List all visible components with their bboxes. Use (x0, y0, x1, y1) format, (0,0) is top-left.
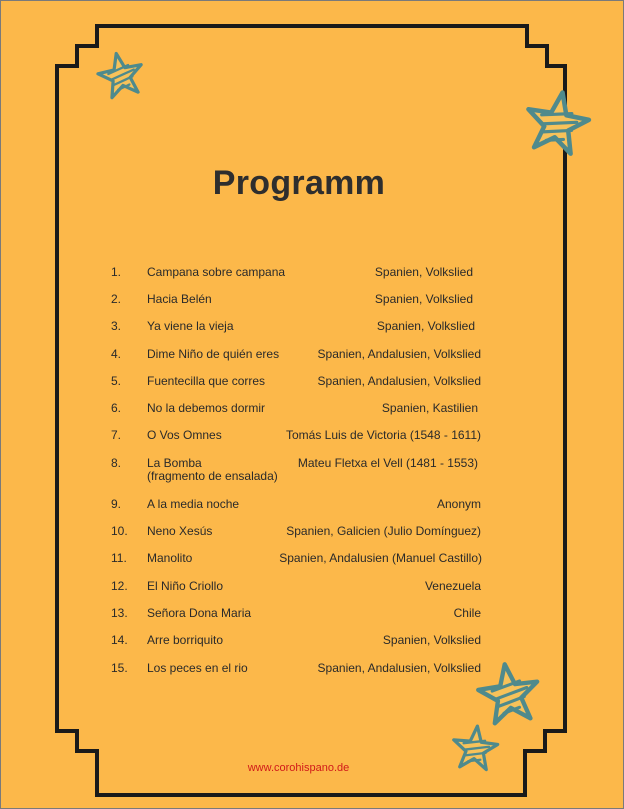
item-number: 7. (111, 428, 122, 442)
item-number: 8. (111, 456, 122, 470)
item-number: 15. (111, 661, 128, 675)
item-number: 3. (111, 319, 122, 333)
piece-title: Señora Dona Maria (147, 606, 252, 620)
page-title: Programm (212, 164, 386, 202)
item-number: 5. (111, 374, 122, 388)
star-icon (522, 87, 593, 156)
item-number: 14. (111, 633, 128, 647)
piece-title: Los peces en el rio (147, 661, 248, 675)
piece-title: No la debemos dormir (147, 401, 266, 415)
piece-title: Manolito (147, 551, 193, 565)
piece-title-main: La Bomba (147, 456, 202, 470)
piece-title: Fuentecilla que corres (147, 374, 266, 388)
star-icon (475, 660, 542, 725)
item-number: 9. (111, 497, 122, 511)
piece-origin: Spanien, Volkslied (374, 265, 473, 279)
piece-title: A la media noche (147, 497, 240, 511)
piece-title: El Niño Criollo (147, 579, 224, 593)
piece-title: Dime Niño de quién eres (147, 347, 280, 361)
item-number: 12. (111, 579, 128, 593)
piece-origin: Spanien, Andalusien (Manuel Castillo) (279, 551, 482, 565)
piece-origin: Tomás Luis de Victoria (1548 - 1611) (286, 428, 481, 442)
piece-title: Campana sobre campana (147, 265, 286, 279)
piece-origin: Spanien, Andalusien, Volkslied (317, 661, 481, 675)
item-number: 10. (111, 524, 128, 538)
piece-origin: Spanien, Andalusien, Volkslied (317, 374, 481, 388)
item-number: 2. (111, 292, 122, 306)
piece-title-note: (fragmento de ensalada) (147, 469, 278, 483)
piece-origin: Spanien, Kastilien (381, 401, 478, 415)
item-number: 13. (111, 606, 128, 620)
item-number: 6. (111, 401, 122, 415)
piece-origin: Anonym (436, 497, 481, 511)
item-number: 1. (111, 265, 122, 279)
piece-title: Neno Xesús (147, 524, 213, 538)
piece-origin: Spanien, Volkslied (382, 633, 481, 647)
website-link[interactable]: www.corohispano.de (247, 762, 350, 774)
piece-origin: Spanien, Galicien (Julio Domínguez) (286, 524, 481, 538)
piece-origin: Venezuela (424, 579, 481, 593)
item-number: 11. (111, 551, 127, 565)
piece-origin: Spanien, Volkslied (374, 292, 473, 306)
piece-origin: Chile (453, 606, 481, 620)
piece-title (147, 457, 278, 483)
piece-origin: Spanien, Andalusien, Volkslied (317, 347, 481, 361)
item-number: 4. (111, 347, 122, 361)
star-icon (95, 49, 147, 100)
piece-title: Ya viene la vieja (147, 319, 234, 333)
piece-origin: Spanien, Volkslied (376, 319, 475, 333)
piece-origin: Mateu Fletxa el Vell (1481 - 1553) (297, 456, 478, 470)
piece-title: Hacia Belén (147, 292, 212, 306)
piece-title: O Vos Omnes (147, 428, 222, 442)
piece-title: Arre borriquito (147, 633, 224, 647)
